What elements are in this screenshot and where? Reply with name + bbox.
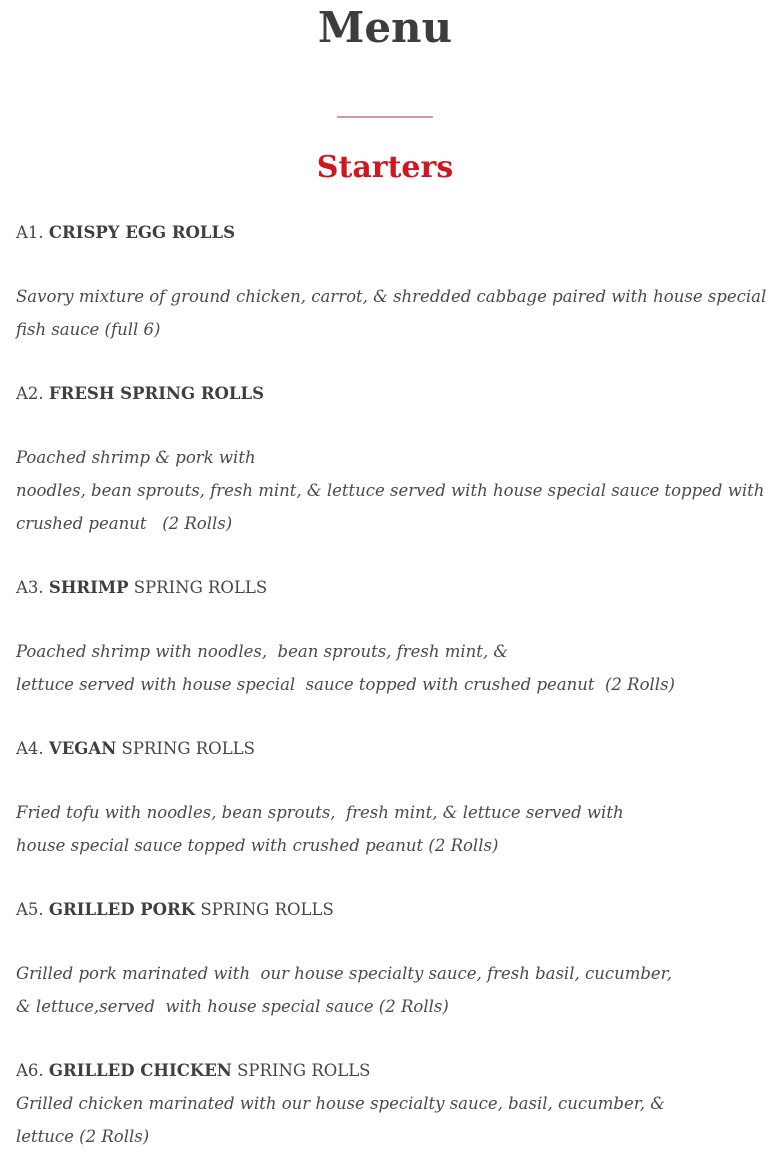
item-description-line: Grilled chicken marinated with our house specialty sauce, basil, cucumber, &: [16, 1094, 665, 1113]
item-name-rest: SPRING ROLLS: [200, 900, 334, 919]
item-name-bold: GRILLED CHICKEN: [48, 1061, 232, 1080]
item-description-line: house special sauce topped with crushed peanut (2 Rolls): [16, 836, 499, 855]
menu-item-a4: [16, 732, 756, 862]
menu-item-a6: [16, 1054, 756, 1153]
item-description-line: Grilled pork marinated with our house specialty sauce, fresh basil, cucumber,: [16, 964, 673, 983]
item-description-line: lettuce served with house special sauce topped with crushed peanut (2 Rolls): [16, 675, 675, 694]
page-title: Menu: [317, 3, 453, 52]
item-name: [16, 732, 756, 765]
item-name: [16, 377, 756, 410]
starters-menu-list: [16, 216, 767, 1153]
item-description-line: lettuce (2 Rolls): [16, 1127, 150, 1146]
item-code: A3.: [16, 578, 44, 597]
item-name-rest: SPRING ROLLS: [133, 578, 268, 597]
item-description-line: noodles, bean sprouts, fresh mint, & lettuce served with house special sauce topped with: [16, 481, 765, 500]
item-description-line: crushed peanut (2 Rolls): [16, 514, 233, 533]
item-name-rest: SPRING ROLLS: [237, 1061, 371, 1080]
item-description-line: Savory mixture of ground chicken, carrot, & shredded cabbage paired with house special: [16, 287, 767, 306]
menu-item-a3: [16, 571, 756, 701]
item-code: A6.: [16, 1061, 44, 1080]
item-description-line: Fried tofu with noodles, bean sprouts, fresh mint, & lettuce served with: [16, 803, 624, 822]
item-description-line: Poached shrimp with noodles, bean sprouts, fresh mint, &: [16, 642, 509, 661]
item-name-bold: GRILLED PORK: [48, 900, 196, 919]
item-name: [16, 893, 756, 926]
item-code: A1.: [16, 223, 44, 242]
menu-item-a2: [16, 377, 765, 540]
item-name-rest: SPRING ROLLS: [121, 739, 255, 758]
item-name: [16, 571, 756, 604]
item-code: A2.: [16, 384, 44, 403]
menu-item-a1: [16, 216, 767, 346]
item-name: [16, 216, 756, 249]
item-name-bold: SHRIMP: [48, 578, 129, 597]
item-code: A4.: [16, 739, 44, 758]
item-name-bold: CRISPY EGG ROLLS: [48, 223, 236, 242]
item-name: [16, 1054, 756, 1087]
title-divider: [337, 116, 433, 118]
menu-item-a5: [16, 893, 756, 1023]
item-name-bold: FRESH SPRING ROLLS: [48, 384, 265, 403]
item-description-line: & lettuce,served with house special sauce (2 Rolls): [16, 997, 449, 1016]
item-code: A5.: [16, 900, 44, 919]
section-title-starters: Starters: [316, 150, 454, 185]
item-description-line: Poached shrimp & pork with: [16, 448, 256, 467]
item-name-bold: VEGAN: [48, 739, 117, 758]
item-description-line: fish sauce (full 6): [16, 320, 161, 339]
